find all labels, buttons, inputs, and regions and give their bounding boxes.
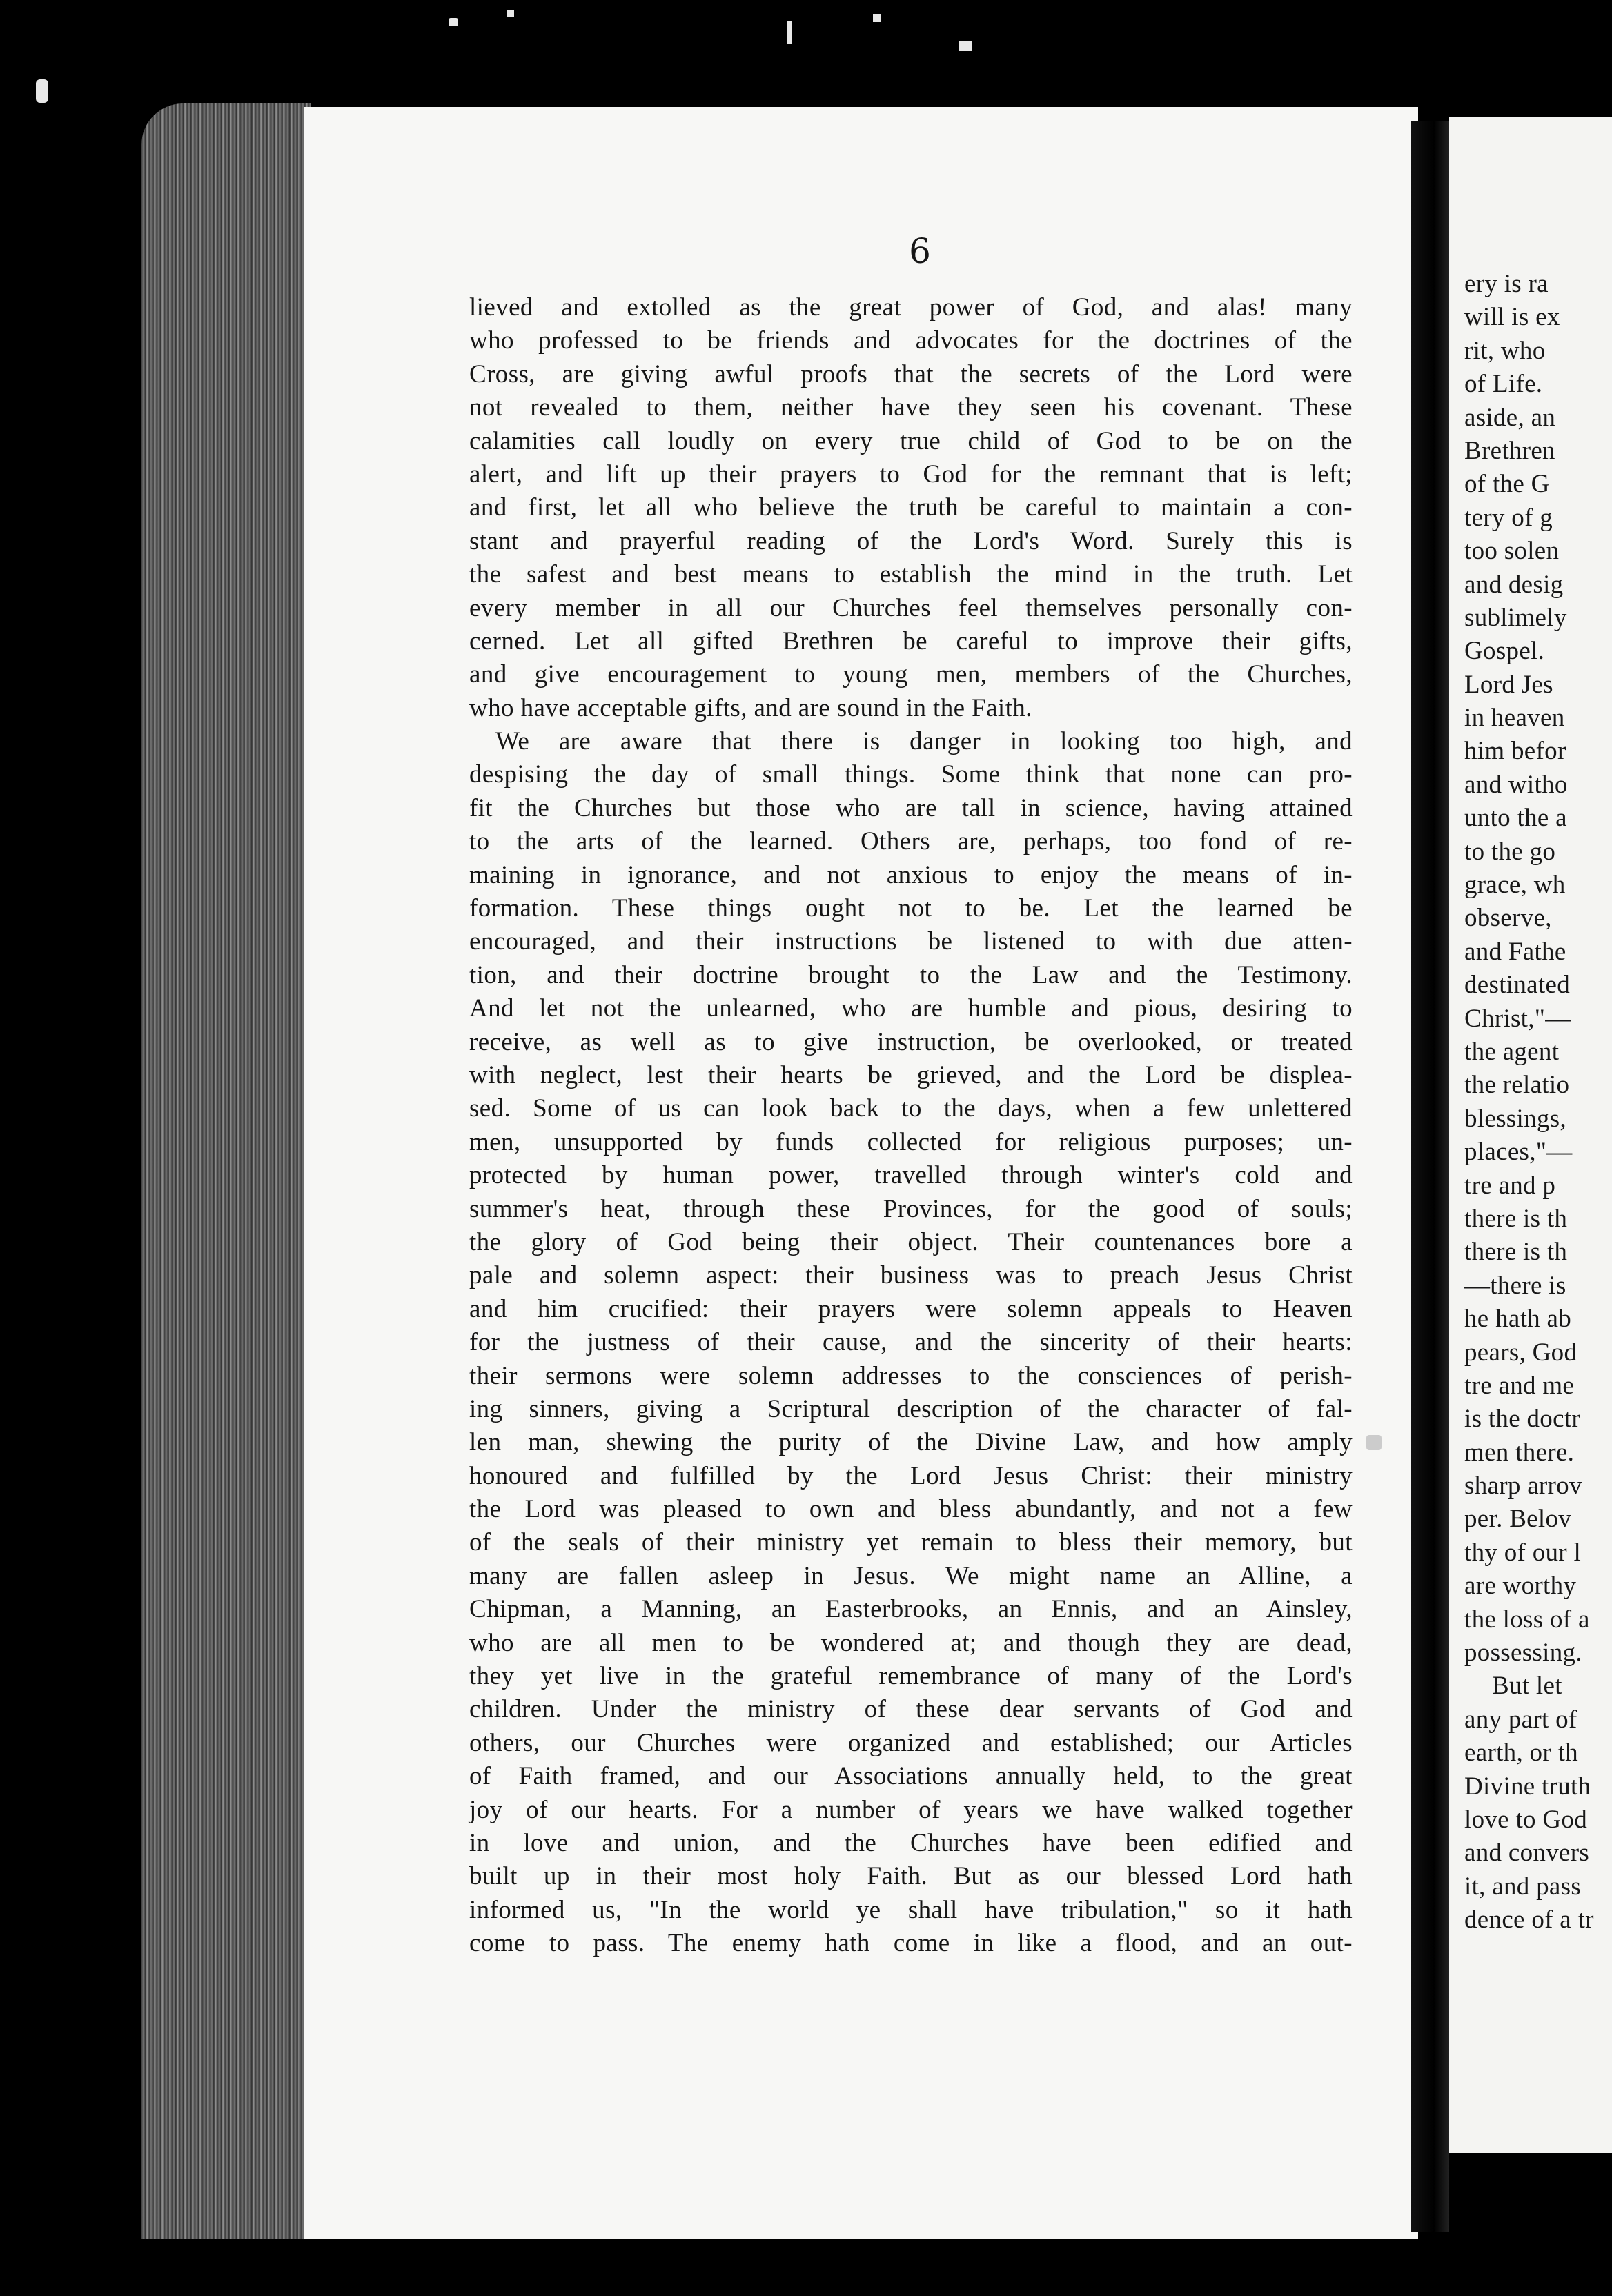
- right-page-shadow: [1449, 2152, 1612, 2296]
- text-line: calamities call loudly on every true child of God to be on the: [469, 426, 1353, 455]
- text-line: too solen: [1464, 537, 1560, 566]
- text-line: for the justness of their cause, and the sincerity of their hearts:: [469, 1328, 1353, 1357]
- text-line: the glory of God being their object. Their countenances bore a: [469, 1227, 1353, 1256]
- text-line: love to God: [1464, 1805, 1588, 1834]
- text-line: ery is ra: [1464, 270, 1549, 298]
- text-line: len man, shewing the purity of the Divine Law, and how amply: [469, 1428, 1353, 1457]
- text-line: Brethren: [1464, 436, 1555, 465]
- book-gutter: [1411, 121, 1449, 2232]
- text-line: he hath ab: [1464, 1305, 1572, 1334]
- text-line: Gospel.: [1464, 637, 1545, 666]
- text-line: earth, or th: [1464, 1739, 1578, 1768]
- text-line: in love and union, and the Churches have been edified and: [469, 1828, 1353, 1857]
- text-line: honoured and fulfilled by the Lord Jesus Christ: their ministry: [469, 1461, 1353, 1490]
- text-line: rit, who: [1464, 336, 1546, 365]
- text-line: encouraged, and their instructions be listened to with due atten-: [469, 927, 1353, 956]
- text-line: maining in ignorance, and not anxious to enjoy the means of in-: [469, 860, 1353, 889]
- text-line: fit the Churches but those who are tall in science, having attained: [469, 793, 1353, 822]
- text-line: tery of g: [1464, 503, 1553, 532]
- text-line: sublimely: [1464, 603, 1567, 632]
- text-line: alert, and lift up their prayers to God for the remnant that is left;: [469, 459, 1353, 488]
- text-line: per. Belov: [1464, 1505, 1572, 1534]
- text-line: stant and prayerful reading of the Lord's Word. Surely this is: [469, 526, 1353, 555]
- left-page-body-text: [469, 291, 1353, 1961]
- book-page-edges: [141, 103, 311, 2239]
- text-line: grace, wh: [1464, 871, 1566, 900]
- text-line: in heaven: [1464, 704, 1565, 733]
- text-line: to the go: [1464, 837, 1556, 866]
- text-line: despising the day of small things. Some think that none can pro-: [469, 760, 1353, 789]
- text-line: built up in their most holy Faith. But as our blessed Lord hath: [469, 1862, 1353, 1891]
- text-line: Chipman, a Manning, an Easterbrooks, an Ennis, and an Ainsley,: [469, 1595, 1353, 1624]
- text-line: receive, as well as to give instruction, be overlooked, or treated: [469, 1027, 1353, 1056]
- text-line: summer's heat, through these Provinces, for the good of souls;: [469, 1194, 1353, 1223]
- text-line: sharp arrov: [1464, 1472, 1582, 1501]
- text-line: tre and me: [1464, 1371, 1575, 1400]
- text-line: Lord Jes: [1464, 670, 1553, 699]
- text-line: there is th: [1464, 1204, 1568, 1233]
- margin-mark: [1366, 1435, 1382, 1450]
- text-line: men there.: [1464, 1438, 1575, 1467]
- text-line: the agent: [1464, 1037, 1560, 1066]
- text-line: tre and p: [1464, 1171, 1556, 1200]
- text-line: many are fallen asleep in Jesus. We might name an Alline, a: [469, 1561, 1353, 1590]
- text-line: and him crucified: their prayers were solemn appeals to Heaven: [469, 1294, 1353, 1323]
- scan-speck: [507, 10, 514, 17]
- text-line: ing sinners, giving a Scriptural description of the character of fal-: [469, 1394, 1353, 1423]
- text-line: aside, an: [1464, 403, 1556, 432]
- scan-speck: [873, 14, 881, 22]
- text-line: lieved and extolled as the great power of God, and alas! many: [469, 293, 1353, 321]
- text-line: their sermons were solemn addresses to the consciences of perish-: [469, 1361, 1353, 1390]
- text-line: the safest and best means to establish the mind in the truth. Let: [469, 560, 1353, 589]
- text-line: Christ,"—: [1464, 1004, 1571, 1033]
- text-line: We are aware that there is danger in looking too high, and: [495, 727, 1353, 756]
- text-line: of Life.: [1464, 370, 1543, 399]
- scan-speck: [959, 41, 972, 51]
- text-line: come to pass. The enemy hath come in like a flood, and an out-: [469, 1929, 1353, 1958]
- text-line: is the doctr: [1464, 1405, 1581, 1434]
- text-line: Divine truth: [1464, 1772, 1591, 1801]
- text-line: destinated: [1464, 971, 1571, 1000]
- text-line: it, and pass: [1464, 1872, 1582, 1901]
- scan-speck: [787, 21, 792, 44]
- text-line: they yet live in the grateful remembrance of many of the Lord's: [469, 1662, 1353, 1691]
- text-line: and convers: [1464, 1839, 1590, 1868]
- text-line: who professed to be friends and advocates for the doctrines of the: [469, 326, 1353, 355]
- text-line: sed. Some of us can look back to the days, when a few unlettered: [469, 1094, 1353, 1123]
- text-line: —there is: [1464, 1271, 1566, 1300]
- text-line: the Lord was pleased to own and bless abundantly, and not a few: [469, 1495, 1353, 1524]
- text-line: others, our Churches were organized and established; our Articles: [469, 1728, 1353, 1757]
- right-page-body-text: [1464, 268, 1612, 1937]
- text-line: of the seals of their ministry yet remain to bless their memory, but: [469, 1528, 1353, 1557]
- text-line: and Fathe: [1464, 937, 1566, 966]
- text-line: and desig: [1464, 570, 1564, 599]
- text-line: Cross, are giving awful proofs that the secrets of the Lord were: [469, 359, 1353, 388]
- text-line: will is ex: [1464, 303, 1560, 332]
- text-line: But let: [1492, 1672, 1562, 1701]
- text-line: And let not the unlearned, who are humble and pious, desiring to: [469, 994, 1353, 1023]
- text-line: observe,: [1464, 904, 1552, 933]
- text-line: are worthy: [1464, 1572, 1577, 1601]
- text-line: of Faith framed, and our Associations annually held, to the great: [469, 1762, 1353, 1791]
- text-line: places,"—: [1464, 1138, 1573, 1167]
- scan-speck: [36, 79, 48, 103]
- text-line: tion, and their doctrine brought to the Law and the Testimony.: [469, 960, 1353, 989]
- text-line: pears, God: [1464, 1338, 1577, 1367]
- scan-speck: [449, 18, 458, 26]
- text-line: joy of our hearts. For a number of years we have walked together: [469, 1795, 1353, 1824]
- text-line: dence of a tr: [1464, 1906, 1594, 1934]
- text-line: children. Under the ministry of these dear servants of God and: [469, 1695, 1353, 1724]
- text-line: formation. These things ought not to be. Let the learned be: [469, 894, 1353, 923]
- text-line: pale and solemn aspect: their business was to preach Jesus Christ: [469, 1261, 1353, 1290]
- text-line: the relatio: [1464, 1071, 1570, 1100]
- text-line: not revealed to them, neither have they seen his covenant. These: [469, 393, 1353, 422]
- text-line: possessing.: [1464, 1639, 1582, 1667]
- text-line: him befor: [1464, 737, 1566, 766]
- text-line: any part of: [1464, 1705, 1577, 1734]
- text-line: and first, let all who believe the truth be careful to maintain a con-: [469, 493, 1353, 522]
- text-line: and give encouragement to young men, members of the Churches,: [469, 660, 1353, 689]
- text-line: with neglect, lest their hearts be grieved, and the Lord be displea-: [469, 1060, 1353, 1089]
- text-line: who have acceptable gifts, and are sound in the Faith.: [469, 693, 1032, 722]
- text-line: thy of our l: [1464, 1538, 1582, 1567]
- text-line: cerned. Let all gifted Brethren be careful to improve their gifts,: [469, 626, 1353, 655]
- text-line: and witho: [1464, 770, 1568, 799]
- text-line: to the arts of the learned. Others are, perhaps, too fond of re-: [469, 827, 1353, 856]
- text-line: of the G: [1464, 470, 1550, 499]
- text-line: who are all men to be wondered at; and though they are dead,: [469, 1628, 1353, 1657]
- text-line: unto the a: [1464, 804, 1567, 833]
- text-line: blessings,: [1464, 1104, 1566, 1133]
- text-line: men, unsupported by funds collected for religious purposes; un-: [469, 1127, 1353, 1156]
- page-number: 6: [909, 231, 931, 271]
- text-line: every member in all our Churches feel themselves personally con-: [469, 593, 1353, 622]
- text-line: there is th: [1464, 1238, 1568, 1267]
- text-line: protected by human power, travelled through winter's cold and: [469, 1161, 1353, 1190]
- text-line: informed us, "In the world ye shall have tribulation," so it hath: [469, 1895, 1353, 1924]
- text-line: the loss of a: [1464, 1605, 1590, 1634]
